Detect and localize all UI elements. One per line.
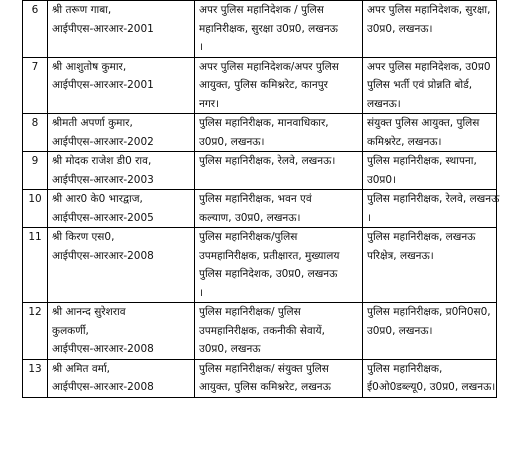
cell-text-line: पुलिस महानिदेशक, उ0प्र0, लखनऊ [199,268,338,280]
new-posting-cell [363,190,500,228]
serial-number-cell: 12 [23,303,48,360]
cell-text-line: पुलिस महानिरीक्षक, भवन एवं [199,193,312,205]
current-posting-cell [195,1,363,58]
cell-text-line: कुलकर्णी, [52,324,89,337]
current-posting-cell [195,228,363,303]
cell-text-line: आईपीएस-आरआर-2003 [52,173,154,186]
serial-number-cell: 13 [23,359,48,397]
cell-text-line: महानिरीक्षक, सुरक्षा उ0प्र0, लखनऊ [199,22,338,35]
table-row [23,359,497,397]
officer-name-cell [48,228,195,303]
cell-text-line: आईपीएस-आरआर-2002 [52,135,154,148]
cell-text-line: उपमहानिरीक्षक, प्रतीक्षारत, मुख्यालय [199,249,340,262]
cell-text-line: । [367,211,371,224]
officer-name-cell [48,152,195,190]
transfer-list-page [22,0,500,398]
cell-text-line: पुलिस महानिरीक्षक, रेलवे, लखनऊ। [199,155,336,167]
cell-text-line: अपर पुलिस महानिदेशक, उ0प्र0 [367,60,491,73]
cell-text-line: आईपीएस-आरआर-2005 [52,211,154,224]
table-body [23,0,500,397]
new-posting-cell [363,114,497,152]
cell-text-line: उपमहानिरीक्षक, तकनीकी सेवायें, [199,324,325,337]
cell-text-line: उ0प्र0, लखनऊ। [367,22,433,35]
cell-text-line: आईपीएस-आरआर-2008 [52,343,154,355]
serial-number-cell: 11 [23,228,48,303]
cell-text-line: नगर। [199,97,220,110]
officer-name-cell [48,190,195,228]
cell-text-line: उ0प्र0, लखनऊ। [367,324,433,337]
cell-text-line: पुलिस महानिरीक्षक/ संयुक्त पुलिस [199,362,329,375]
new-posting-cell [363,228,497,303]
cell-text-line: पुलिस महानिरीक्षक, प्र0नि0स0, [367,306,491,318]
cell-text-line: आईपीएस-आरआर-2001 [52,79,154,91]
cell-text-line: श्री किरण एस0, [52,231,115,243]
serial-number-cell: 10 [23,190,48,228]
cell-text-line: । [199,286,203,299]
new-posting-cell [363,57,497,114]
new-posting-cell [363,303,497,360]
cell-text-line: अपर पुलिस महानिदेशक, सुरक्षा, [367,4,491,16]
cell-text-line: आईपीएस-आरआर-2008 [52,249,154,262]
cell-text-line: पुलिस महानिरीक्षक, [367,362,443,375]
cell-text-line: । [199,41,203,53]
current-posting-cell [195,57,363,114]
new-posting-cell [363,1,497,58]
cell-text-line: श्री आशुतोष कुमार, [52,60,127,73]
cell-text-line: पुलिस महानिरीक्षक, मानवाधिकार, [199,117,329,129]
current-posting-cell [195,303,363,360]
table-row [23,190,497,228]
officer-name-cell [48,1,195,58]
officer-name-cell [48,57,195,114]
cell-text-line: संयुक्त पुलिस आयुक्त, पुलिस [367,117,480,129]
current-posting-cell [195,359,363,397]
serial-number-cell: 8 [23,114,48,152]
cell-text-line: श्रीमती अपर्णा कुमार, [52,117,133,129]
table-row [23,1,497,58]
table-row [23,114,497,152]
cell-text-line: अपर पुलिस महानिदेशक/अपर पुलिस [199,60,339,73]
table-row [23,303,497,360]
cell-text-line: कमिश्नरेट, लखनऊ। [367,135,442,148]
cell-text-line: पुलिस महानिरीक्षक, स्थापना, [367,155,477,167]
cell-text-line: परिक्षेत्र, लखनऊ। [367,249,434,262]
cell-text-line: श्री मोदक राजेश डी0 राव, [52,155,152,167]
serial-number-cell: 6 [23,1,48,58]
current-posting-cell [195,152,363,190]
officer-name-cell [48,114,195,152]
serial-number-cell: 7 [23,57,48,114]
cell-text-line: आईपीएस-आरआर-2008 [52,381,154,393]
cell-text-line: उ0प्र0, लखनऊ [199,343,261,355]
cell-text-line: उ0प्र0, लखनऊ। [199,135,265,148]
officer-transfer-table [22,0,500,398]
cell-text-line: श्री अमित वर्मा, [52,362,111,375]
cell-text-line: ई0ओ0डब्ल्यू0, उ0प्र0, लखनऊ। [367,381,496,393]
cell-text-line: पुलिस भर्ती एवं प्रोन्नति बोर्ड, [367,79,473,91]
table-row [23,152,497,190]
cell-text-line: अपर पुलिस महानिदेशक / पुलिस [199,4,324,16]
cell-text-line: पुलिस महानिरीक्षक, लखनऊ [367,231,476,243]
new-posting-cell [363,359,497,397]
current-posting-cell [195,190,363,228]
new-posting-cell [363,152,497,190]
cell-text-line: श्री तरूण गाबा, [52,4,112,16]
cell-text-line: पुलिस महानिरीक्षक, रेलवे, लखनऊ [367,193,500,205]
cell-text-line: आयुक्त, पुलिस कमिश्नरेट, लखनऊ [199,381,331,393]
cell-text-line: आईपीएस-आरआर-2001 [52,22,154,35]
officer-name-cell [48,303,195,360]
table-row [23,57,497,114]
serial-number-cell: 9 [23,152,48,190]
cell-text-line: लखनऊ। [367,97,401,110]
cell-text-line: श्री आर0 के0 भारद्वाज, [52,193,143,205]
cell-text-line: पुलिस महानिरीक्षक/ पुलिस [199,306,301,318]
cell-text-line: कल्याण, उ0प्र0, लखनऊ। [199,211,301,224]
officer-name-cell [48,359,195,397]
table-row [23,228,497,303]
cell-text-line: पुलिस महानिरीक्षक/पुलिस [199,231,298,243]
cell-text-line: उ0प्र0। [367,173,397,186]
cell-text-line: आयुक्त, पुलिस कमिश्नरेट, कानपुर [199,79,328,91]
cell-text-line: श्री आनन्द सुरेशराव [52,306,126,318]
current-posting-cell [195,114,363,152]
